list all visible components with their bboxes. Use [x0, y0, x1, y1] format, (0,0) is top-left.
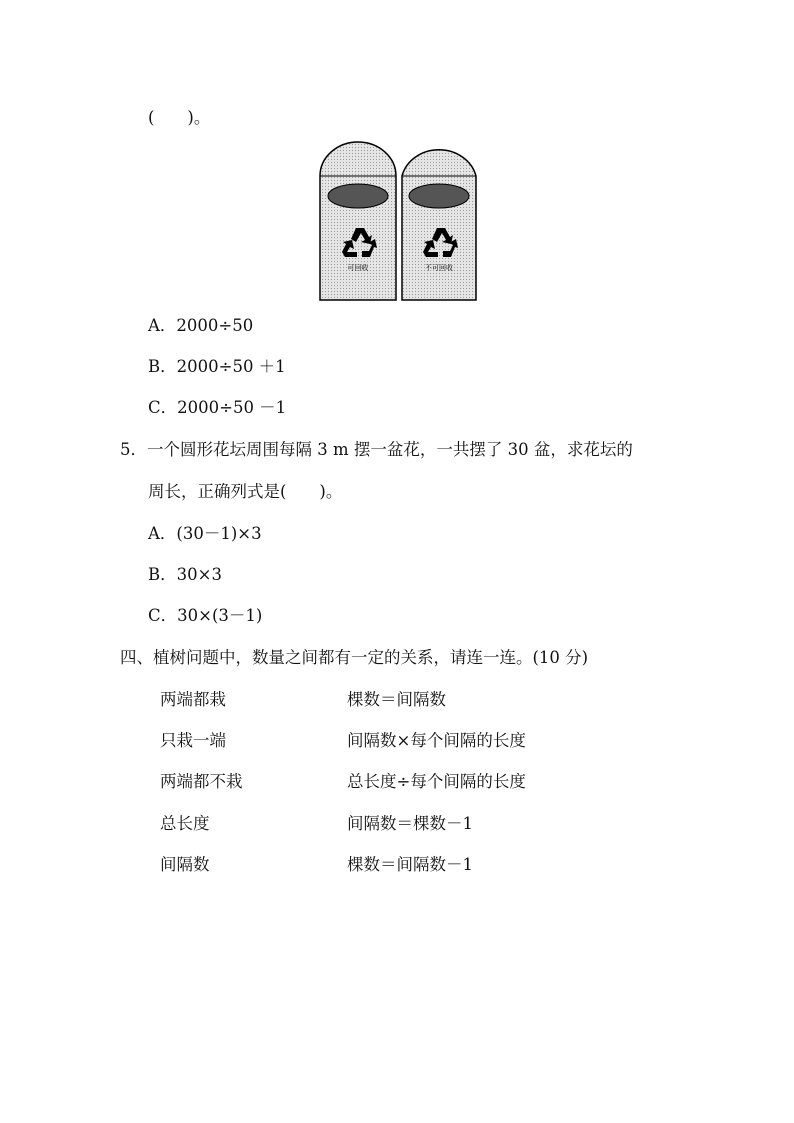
match-right-item: 棵数＝间隔数－1: [347, 855, 473, 874]
match-left-item: 两端都不栽: [160, 772, 243, 791]
q5-option-b: B．30×3: [148, 565, 222, 584]
match-right-item: 棵数＝间隔数: [347, 690, 446, 709]
match-right-item: 总长度÷每个间隔的长度: [347, 772, 526, 791]
match-right-item: 间隔数×每个间隔的长度: [347, 731, 526, 750]
match-left-item: 只栽一端: [160, 731, 226, 750]
q4-option-b: B．2000÷50 ＋1: [148, 357, 286, 376]
bin-label-recyclable: 可回收: [347, 264, 369, 272]
match-left-item: 总长度: [160, 814, 210, 833]
bin-label-non-recyclable: 不可回收: [425, 264, 453, 272]
bin-non-recyclable: [402, 150, 476, 300]
q4-stem-tail: ( )。: [148, 108, 211, 127]
match-left-item: 间隔数: [160, 855, 210, 874]
match-left-item: 两端都栽: [160, 690, 226, 709]
q5-stem-line1: 5．一个圆形花坛周围每隔 3 m 摆一盆花，一共摆了 30 盆，求花坛的: [120, 440, 633, 459]
q5-option-a: A．(30－1)×3: [148, 524, 262, 543]
section4-title: 四、植树问题中，数量之间都有一定的关系，请连一连。(10 分): [120, 648, 589, 667]
q4-option-c: C．2000÷50 －1: [148, 398, 287, 417]
match-right-item: 间隔数＝棵数－1: [347, 814, 473, 833]
bin-recyclable: [320, 142, 396, 300]
q4-option-a: A．2000÷50: [148, 316, 254, 335]
recycle-bins-figure: [318, 140, 478, 302]
q5-option-c: C．30×(3－1): [148, 606, 263, 625]
q5-stem-line2: 周长，正确列式是( )。: [148, 482, 343, 501]
